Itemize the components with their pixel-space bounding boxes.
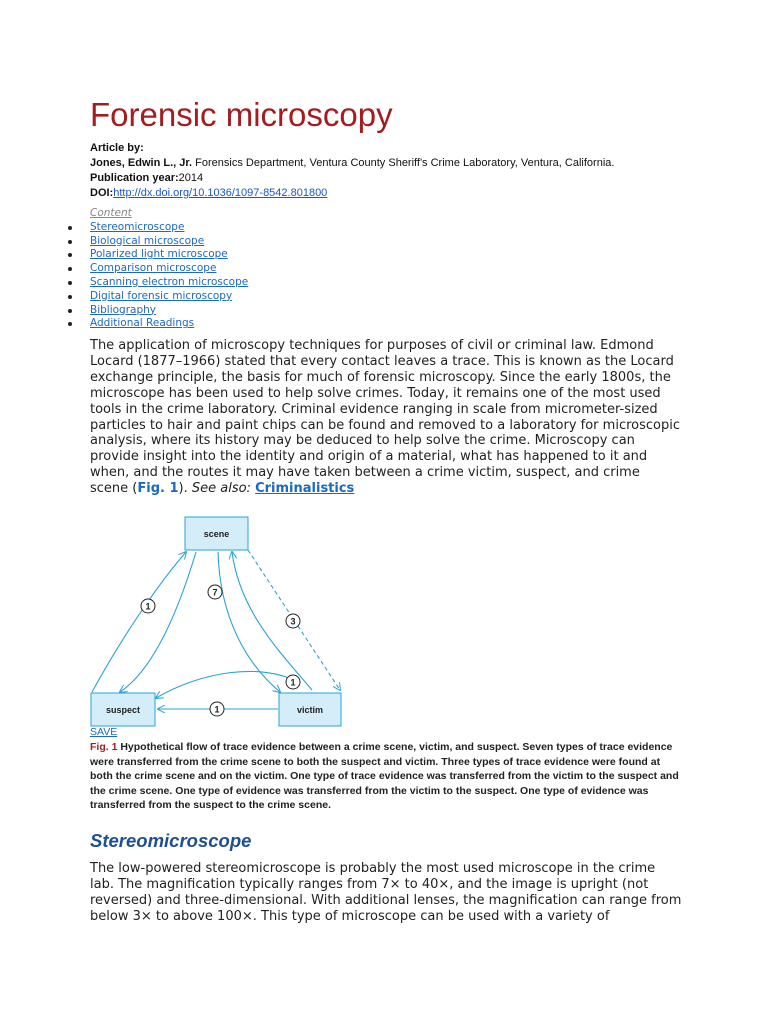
doi-label: DOI: [90,187,114,199]
fig-1-reference-link[interactable]: Fig. 1 [137,481,179,497]
caption-fig-number: Fig. 1 [90,741,118,753]
author-affiliation: Forensics Department, Ventura County Sheriff's Crime Laboratory, Ventura, California. [195,157,615,169]
intro-after-ref: ). [178,481,192,497]
suspect-box-label: suspect [105,705,141,715]
doi-row [90,186,690,201]
victim-box-label: victim [296,705,324,715]
article-by-row [90,141,690,156]
save-figure-link[interactable]: SAVE [90,726,118,738]
toc-item-bibliography[interactable]: Bibliography [90,304,690,318]
stereomicroscope-paragraph: The low-powered stereomicroscope is probably the most used microscope in the crime lab. The magnification typically ranges from 7× to 40×, and the image is upright (not reversed) and three-dimensional. With additional lenses, the magnification can range from below 3× to above 100×. This type of microscope can be used with a variety of [90,861,682,924]
toc-item-scanning-electron-microscope[interactable]: Scanning electron microscope [90,276,690,290]
scene-box-label: scene [203,529,230,539]
pub-year-value: 2014 [178,172,204,184]
count-label-7: 7 [212,587,218,598]
intro-text: The application of microscopy techniques for purposes of civil or criminal law. Edmond Locard (1877–1966) stated that every contact leaves a trace. This is known as the Locard exchange principle, the basis for much of forensic microscopy. Since the early 1800s, the microscope has been used to help solve crimes. Today, it remains one of the most used tools in the crime laboratory. Criminal evidence ranging in scale from micrometer-sized particles to hair and paint chips can be found and removed to a laboratory for microscopic analysis, where its history may be deduced to help solve the crime. Microscopy can provide insight into the identity and origin of a material, what has happened to it and when, and the routes it may have taken between a crime victim, suspect, and crime scene ( [90,338,680,497]
count-label-1-victim-suspect: 1 [214,704,220,715]
doi-link[interactable]: http://dx.doi.org/10.1036/1097-8542.801800 [113,187,328,199]
see-also-label: See also: [191,481,251,497]
page-title: Forensic microscopy [90,96,393,133]
toc-heading[interactable]: Content [90,207,132,219]
author-row [90,156,690,171]
caption-text: Hypothetical flow of trace evidence between a crime scene, victim, and suspect. Seven types of trace evidence were transferred from the crime scene to both the suspect and victim. Three types of trace evidence were found at both the crime scene and on the victim. One type of trace evidence was transferred from the victim to the suspect and the crime scene. One type of evidence was transferred from the victim to the suspect. One type of evidence was transferred from the suspect to the crime scene. [90,741,679,811]
intro-paragraph [90,338,682,497]
count-label-3: 3 [290,616,296,627]
count-label-1-suspect-scene: 1 [145,601,151,612]
criminalistics-link[interactable]: Criminalistics [255,481,355,497]
toc-item-digital-forensic-microscopy[interactable]: Digital forensic microscopy [90,290,690,304]
section-heading-stereomicroscope: Stereomicroscope [90,830,252,851]
toc-item-additional-readings[interactable]: Additional Readings [90,317,690,331]
figure-caption [90,740,680,813]
toc-item-stereomicroscope[interactable]: Stereomicroscope [90,221,690,235]
trace-evidence-diagram[interactable] [90,512,346,730]
count-label-1-victim-upper: 1 [290,677,296,688]
arrow-victim-to-suspect-upper [156,671,298,698]
pub-year-row [90,171,690,186]
article-by-label: Article by: [90,142,144,154]
toc-item-polarized-light-microscope[interactable]: Polarized light microscope [90,248,690,262]
pub-year-label: Publication year: [90,172,179,184]
toc-item-biological-microscope[interactable]: Biological microscope [90,235,690,249]
table-of-contents [90,207,690,331]
article-meta [90,141,690,201]
toc-item-comparison-microscope[interactable]: Comparison microscope [90,262,690,276]
arrow-scene-to-suspect [120,552,196,692]
arrow-suspect-to-scene [92,552,186,692]
author-name: Jones, Edwin L., Jr. [90,157,193,169]
